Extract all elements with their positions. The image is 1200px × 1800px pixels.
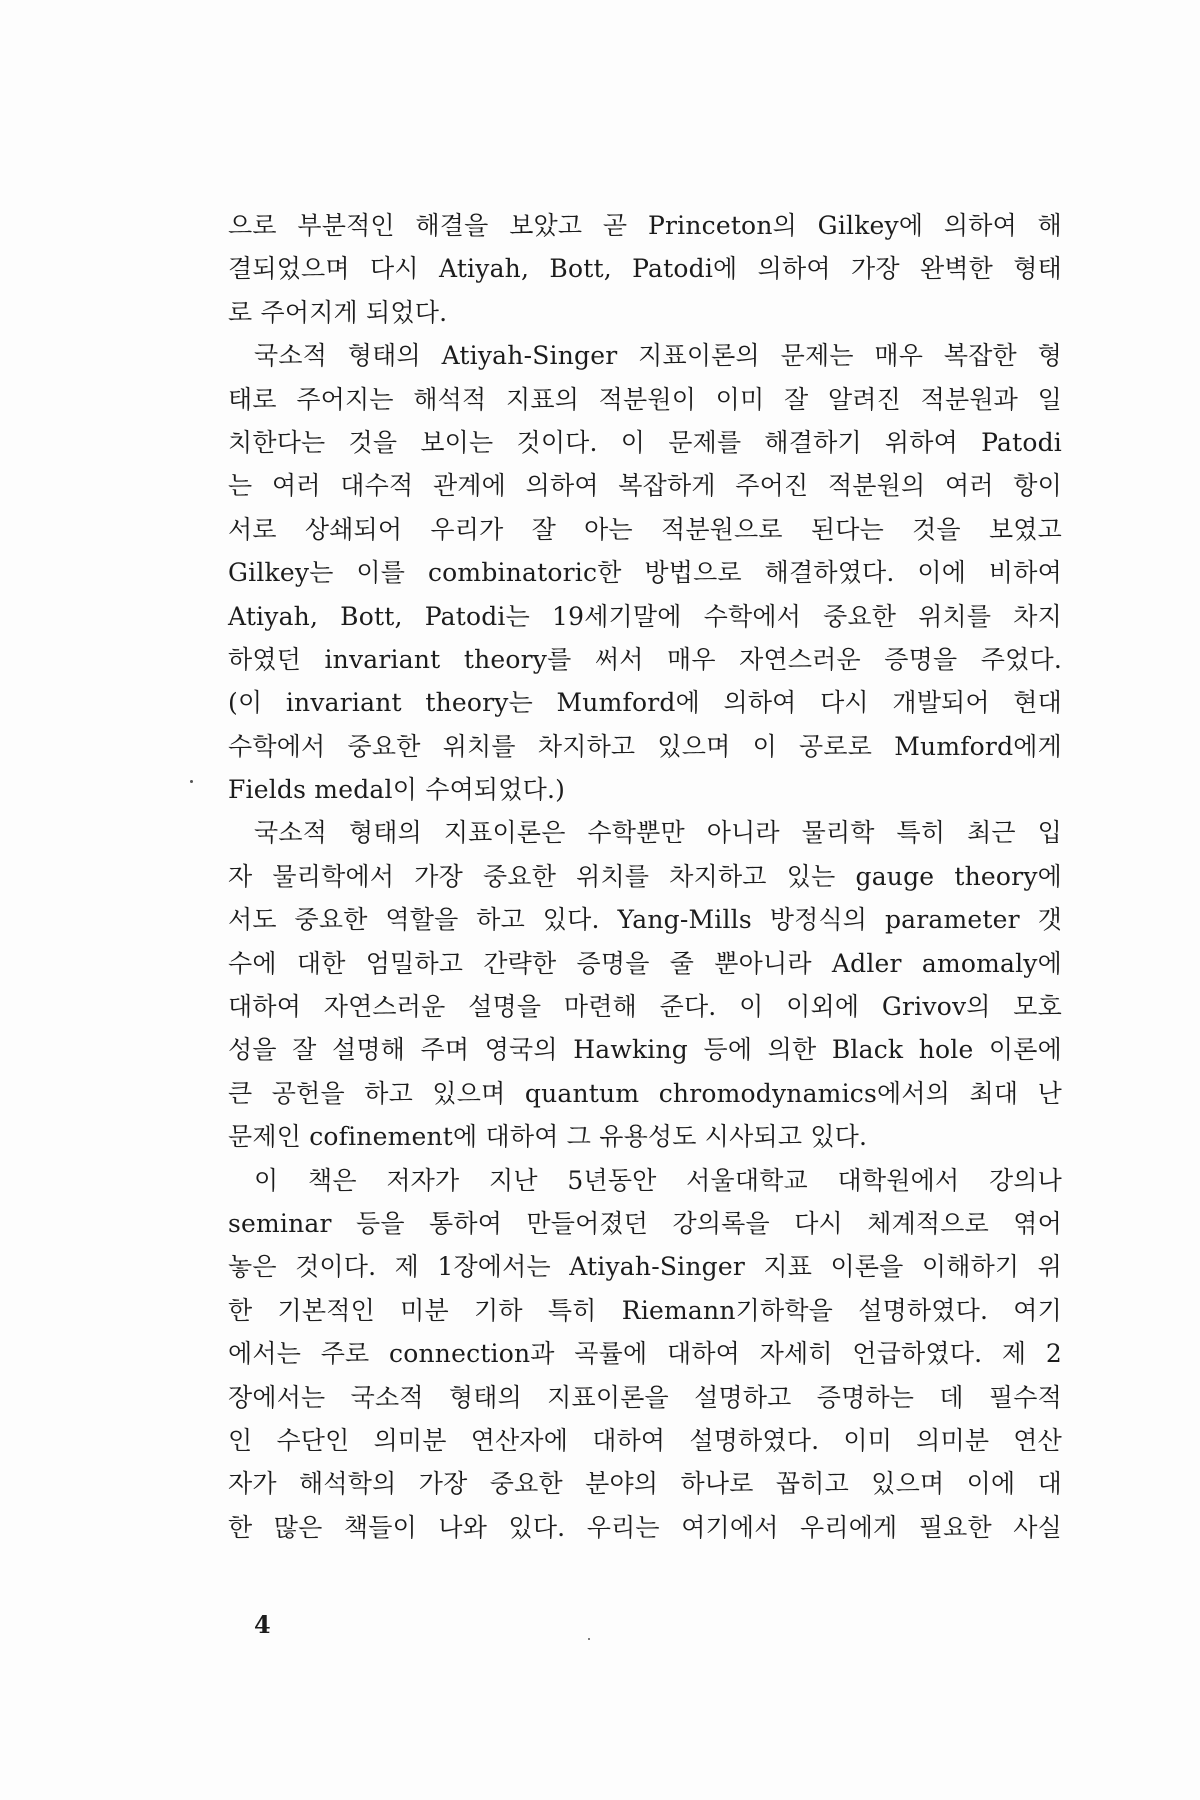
text-line: 국소적 형태의 지표이론은 수학뿐만 아니라 물리학 특히 최근 입 xyxy=(254,818,1062,848)
text-line: Fields medal이 수여되었다.) xyxy=(228,775,566,805)
text-line: 로 주어지게 되었다. xyxy=(228,297,448,327)
text-line: 자 물리학에서 가장 중요한 위치를 차지하고 있는 gauge theory에 xyxy=(228,861,1062,891)
text-line: 결되었으며 다시 Atiyah, Bott, Patodi에 의하여 가장 완벽한 형태 xyxy=(228,254,1062,284)
text-line: Gilkey는 이를 combinatoric한 방법으로 해결하였다. 이에 비하여 xyxy=(228,558,1062,588)
scan-speck xyxy=(588,1638,590,1640)
text-line: seminar 등을 통하여 만들어졌던 강의록을 다시 체계적으로 엮어 xyxy=(228,1208,1062,1238)
text-line: 서도 중요한 역할을 하고 있다. Yang-Mills 방정식의 parameter 갯 xyxy=(228,905,1062,935)
text-line: 에서는 주로 connection과 곡률에 대하여 자세히 언급하였다. 제 2 xyxy=(228,1339,1062,1369)
text-line: 장에서는 국소적 형태의 지표이론을 설명하고 증명하는 데 필수적 xyxy=(228,1382,1062,1412)
text-line: 으로 부분적인 해결을 보았고 곧 Princeton의 Gilkey에 의하여 해 xyxy=(228,211,1062,240)
text-line: 문제인 cofinement에 대하여 그 유용성도 시사되고 있다. xyxy=(228,1122,868,1152)
text-line: 국소적 형태의 Atiyah-Singer 지표이론의 문제는 매우 복잡한 형 xyxy=(254,341,1062,371)
text-line: 태로 주어지는 해석적 지표의 적분원이 이미 잘 알려진 적분원과 일 xyxy=(228,384,1062,414)
text-line: 한 많은 책들이 나와 있다. 우리는 여기에서 우리에게 필요한 사실 xyxy=(228,1512,1062,1542)
text-line: 서로 상쇄되어 우리가 잘 아는 적분원으로 된다는 것을 보였고 xyxy=(228,514,1062,544)
text-line: 큰 공헌을 하고 있으며 quantum chromodynamics에서의 최대 난 xyxy=(228,1078,1062,1108)
text-line: 성을 잘 설명해 주며 영국의 Hawking 등에 의한 Black hole 이론에 xyxy=(228,1035,1062,1065)
text-line: 인 수단인 의미분 연산자에 대하여 설명하였다. 이미 의미분 연산 xyxy=(228,1425,1062,1455)
text-line: 수에 대한 엄밀하고 간략한 증명을 줄 뿐아니라 Adler amomaly에 xyxy=(228,948,1062,978)
text-line: 하였던 invariant theory를 써서 매우 자연스러운 증명을 주었다. xyxy=(228,644,1062,674)
body-text xyxy=(228,204,1062,1549)
text-line: 놓은 것이다. 제 1장에서는 Atiyah-Singer 지표 이론을 이해하기 위 xyxy=(228,1252,1062,1282)
text-line: 대하여 자연스러운 설명을 마련해 준다. 이 이외에 Grivov의 모호 xyxy=(228,992,1062,1022)
page-number: 4 xyxy=(254,1610,271,1639)
text-line: 치한다는 것을 보이는 것이다. 이 문제를 해결하기 위하여 Patodi xyxy=(228,427,1062,457)
text-line: (이 invariant theory는 Mumford에 의하여 다시 개발되어 현대 xyxy=(228,688,1062,718)
text-line: 는 여러 대수적 관계에 의하여 복잡하게 주어진 적분원의 여러 항이 xyxy=(228,471,1062,501)
text-line: 수학에서 중요한 위치를 차지하고 있으며 이 공로로 Mumford에게 xyxy=(228,731,1062,761)
text-line: 자가 해석학의 가장 중요한 분야의 하나로 꼽히고 있으며 이에 대 xyxy=(228,1469,1062,1499)
text-line: 이 책은 저자가 지난 5년동안 서울대학교 대학원에서 강의나 xyxy=(254,1165,1062,1195)
scan-speck xyxy=(190,780,193,783)
text-line: Atiyah, Bott, Patodi는 19세기말에 수학에서 중요한 위치를 차지 xyxy=(228,601,1062,631)
text-line: 한 기본적인 미분 기하 특히 Riemann기하학을 설명하였다. 여기 xyxy=(228,1295,1062,1325)
